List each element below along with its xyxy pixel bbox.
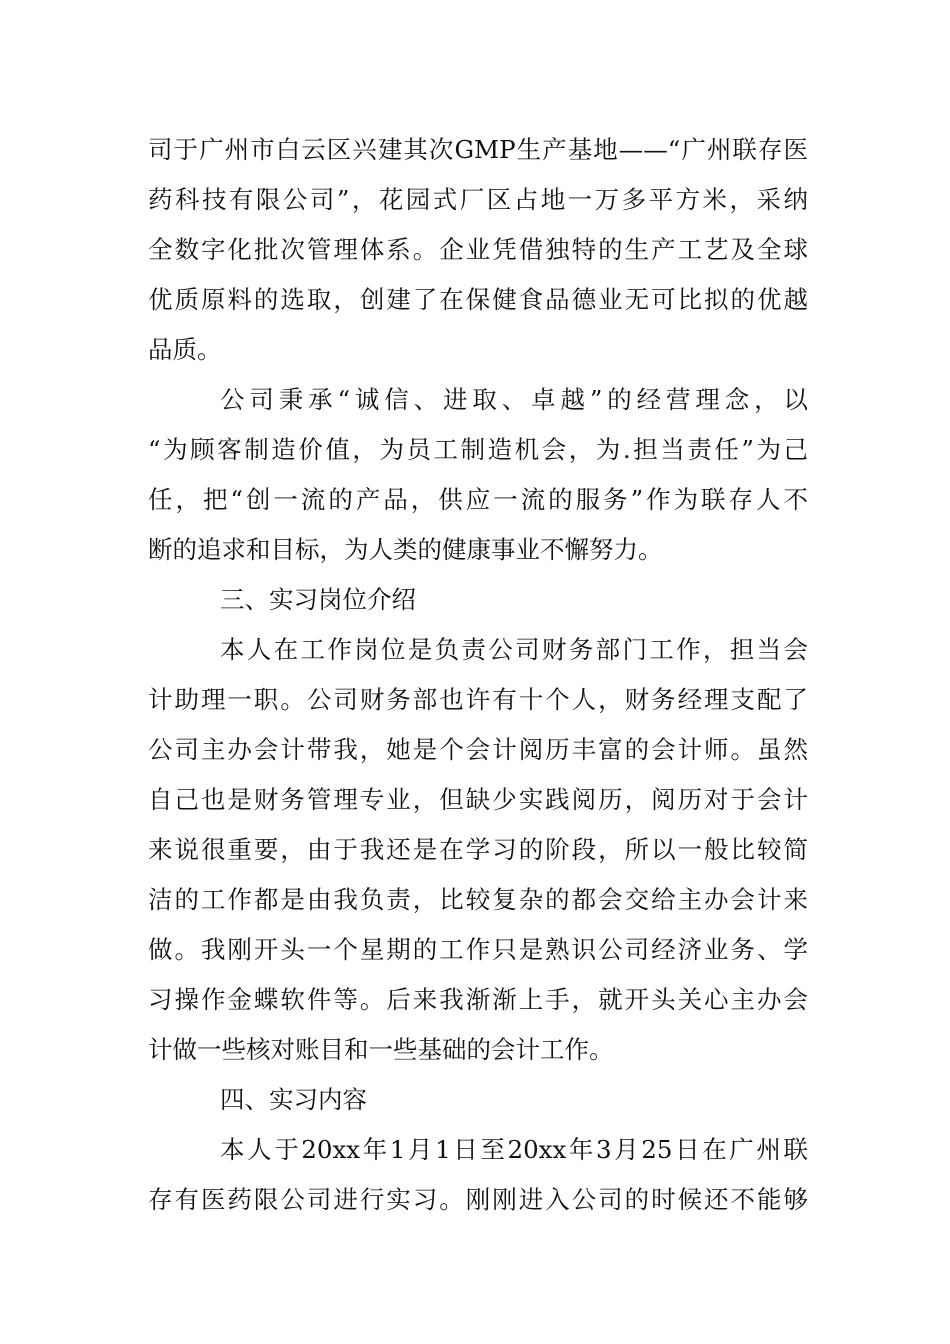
text-line-15: 来说很重要，由于我还是在学习的阶段，所以一般比较简	[148, 835, 808, 864]
text-line-13: 公司主办会计带我，她是个会计阅历丰富的会计师。虽然	[148, 735, 808, 764]
text-line-1: 司于广州市白云区兴建其次GMP生产基地——“广州联存医	[148, 135, 808, 164]
text-line-11: 本人在工作岗位是负责公司财务部门工作，担当会	[220, 635, 808, 664]
text-line-4: 优质原料的选取，创建了在保健食品德业无可比拟的优越	[148, 285, 808, 314]
section-heading-3: 三、实习岗位介绍	[220, 585, 416, 614]
text-line-16: 洁的工作都是由我负责，比较复杂的都会交给主办会计来	[148, 885, 808, 914]
section-heading-4: 四、实习内容	[220, 1085, 367, 1114]
text-line-17: 做。我刚开头一个星期的工作只是熟识公司经济业务、学	[148, 935, 808, 964]
text-line-22: 存有医药限公司进行实习。刚刚进入公司的时候还不能够	[148, 1185, 808, 1214]
text-line-6: 公司秉承“诚信、进取、卓越”的经营理念，以	[220, 385, 808, 414]
text-line-9: 断的追求和目标，为人类的健康事业不懈努力。	[148, 535, 663, 564]
text-line-8: 任，把“创一流的产品，供应一流的服务”作为联存人不	[148, 485, 808, 514]
text-line-3: 全数字化批次管理体系。企业凭借独特的生产工艺及全球	[148, 235, 808, 264]
text-line-5: 品质。	[148, 335, 222, 364]
text-line-19: 计做一些核对账目和一些基础的会计工作。	[148, 1035, 614, 1064]
text-line-21: 本人于20xx年1月1日至20xx年3月25日在广州联	[220, 1135, 808, 1164]
text-line-14: 自己也是财务管理专业，但缺少实践阅历，阅历对于会计	[148, 785, 808, 814]
text-line-7: “为顾客制造价值，为员工制造机会，为.担当责任”为己	[148, 435, 808, 464]
text-line-18: 习操作金蝶软件等。后来我渐渐上手，就开头关心主办会	[148, 985, 808, 1014]
text-line-12: 计助理一职。公司财务部也许有十个人，财务经理支配了	[148, 685, 808, 714]
text-line-2: 药科技有限公司”，花园式厂区占地一万多平方米，采纳	[148, 185, 808, 214]
